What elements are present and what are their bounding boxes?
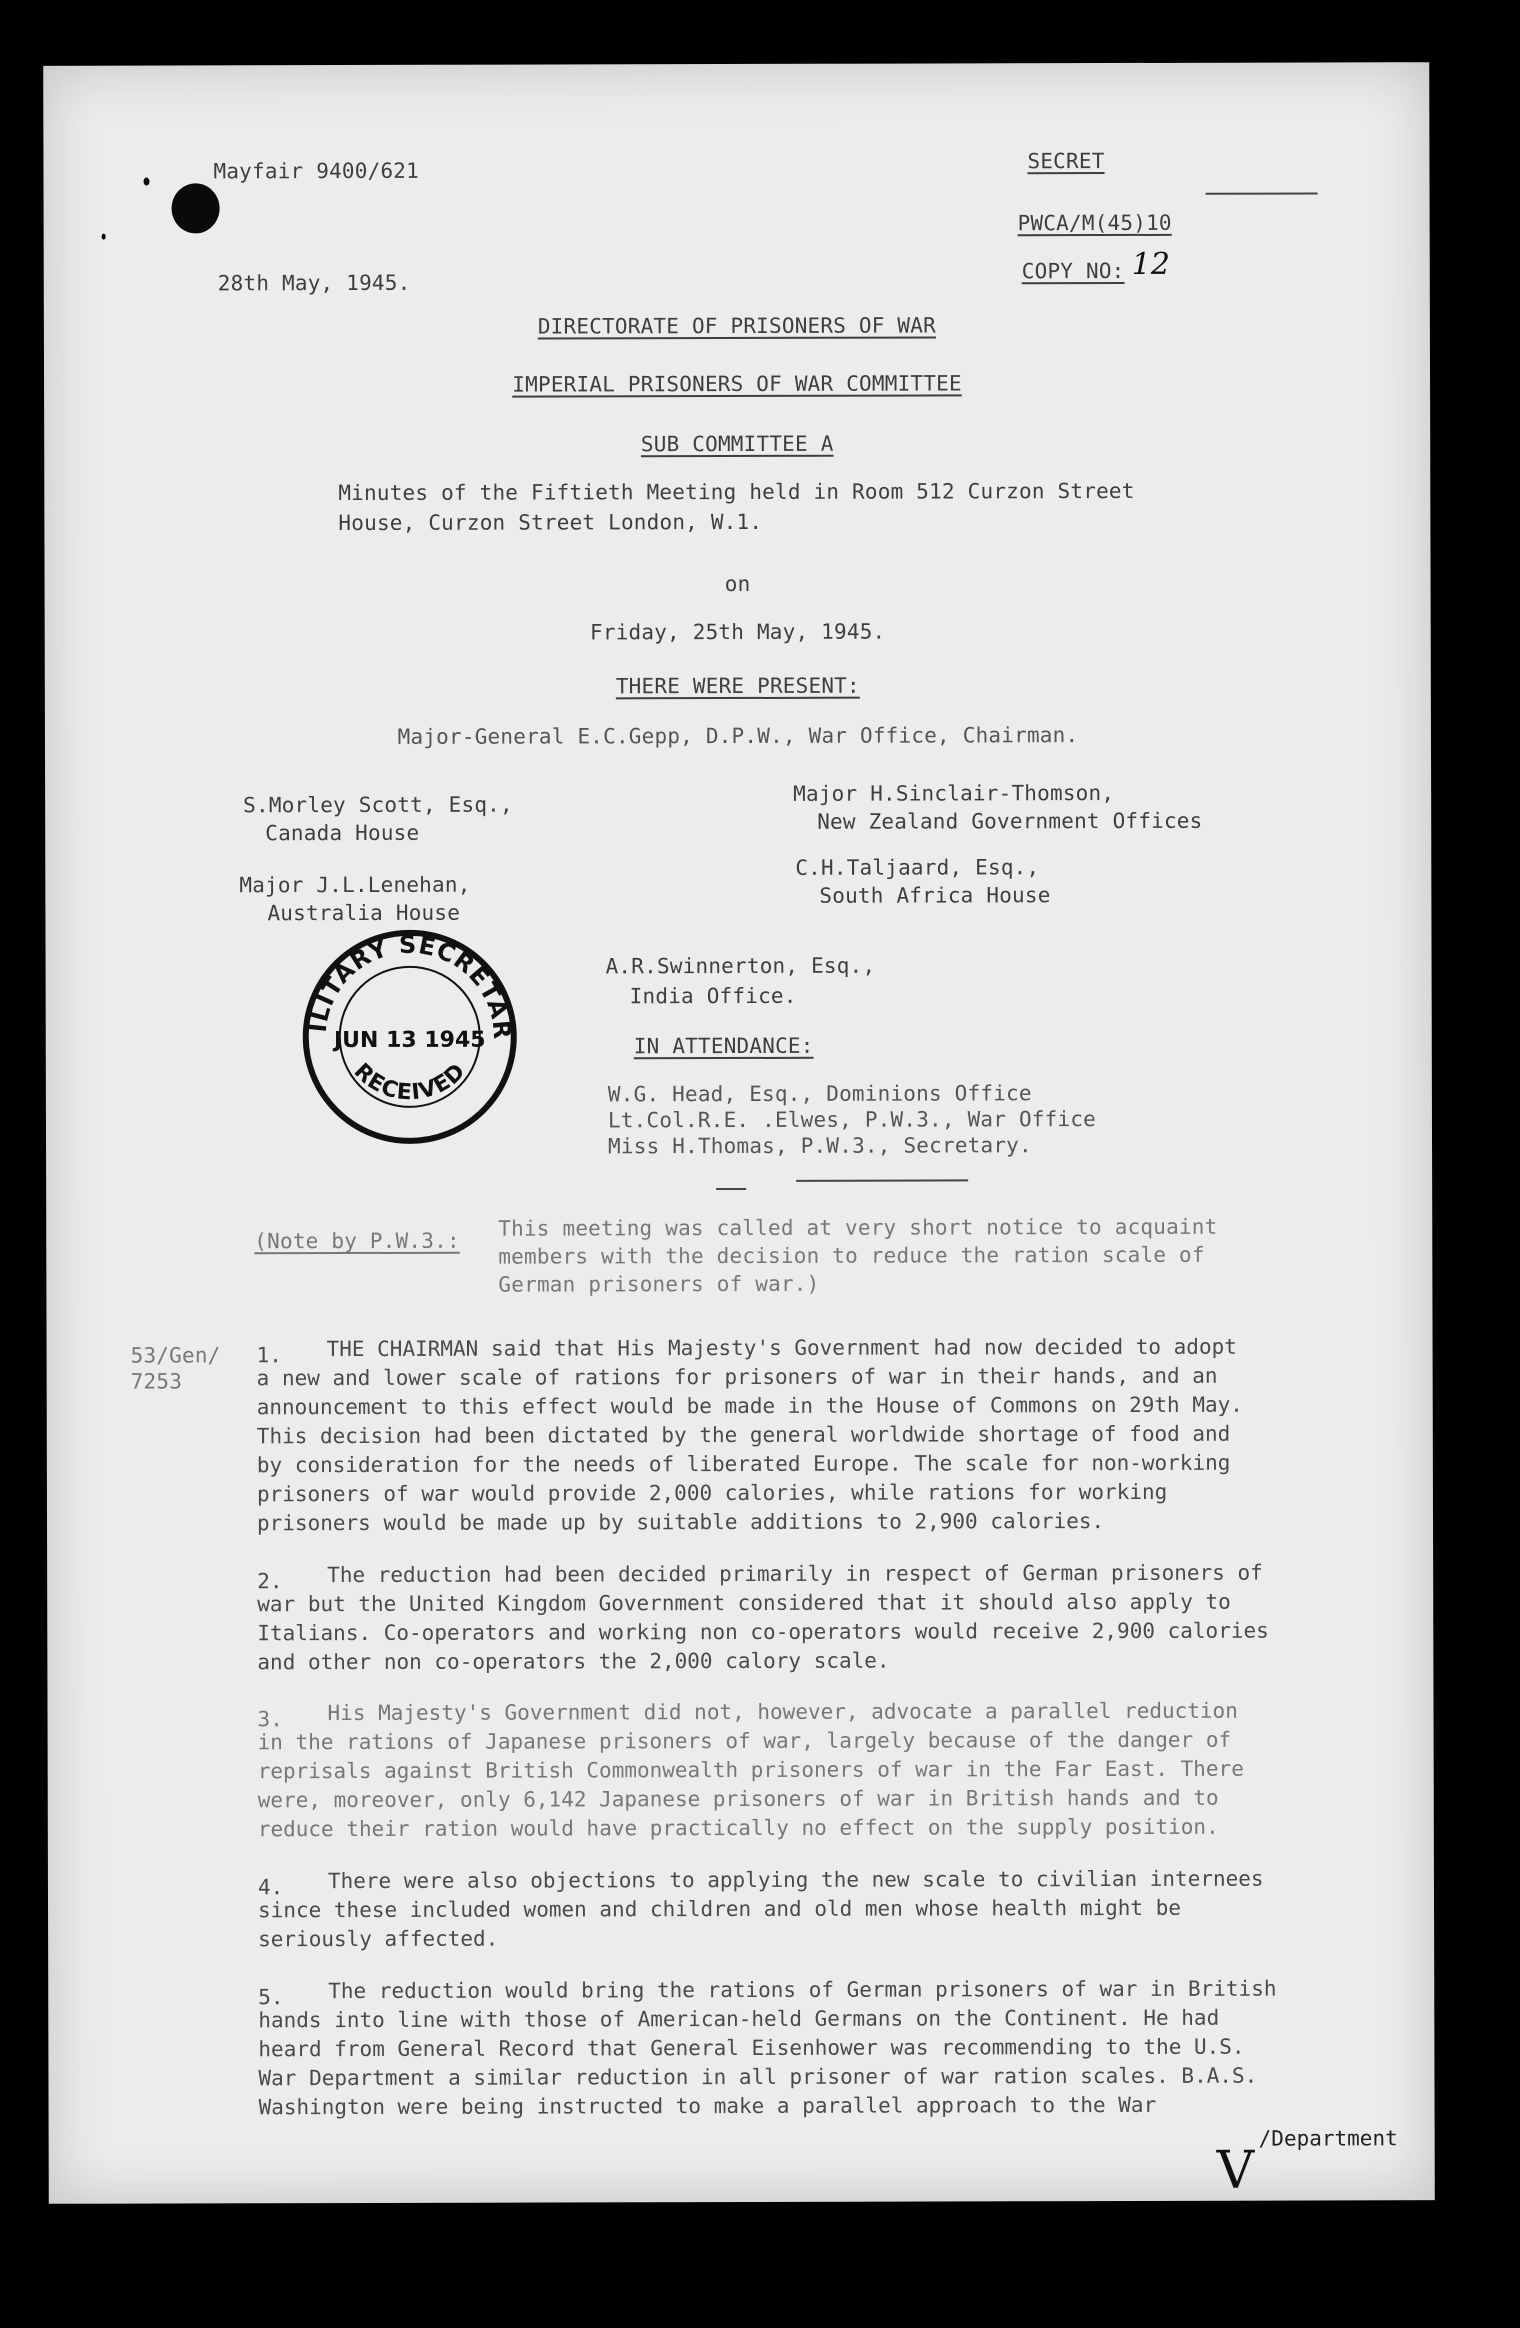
- document-reference: PWCA/M(45)10: [1017, 210, 1172, 236]
- punch-hole: [143, 178, 149, 186]
- meeting-date: Friday, 25th May, 1945.: [589, 619, 886, 645]
- margin-reference: 53/Gen/: [130, 1343, 221, 1368]
- phone-reference: Mayfair 9400/621: [213, 158, 420, 184]
- minutes-line-2: House, Curzon Street London, W.1.: [338, 509, 763, 536]
- separator-rule: [796, 1179, 968, 1181]
- paragraph-line: There were also objections to applying the new scale to civilian internees: [327, 1866, 1264, 1894]
- paragraph-line: Washington were being instructed to make a parallel approach to the War: [258, 2092, 1157, 2120]
- paragraph-number: 1.: [256, 1343, 282, 1368]
- paragraph-line: prisoners of war would provide 2,000 calories, while rations for working: [256, 1479, 1168, 1507]
- title-directorate: DIRECTORATE OF PRISONERS OF WAR: [537, 313, 936, 339]
- copy-number: 12: [1131, 246, 1170, 282]
- chairman-line: Major-General E.C.Gepp, D.P.W., War Office, Chairman.: [397, 723, 1079, 749]
- separator-dash: [716, 1188, 746, 1190]
- minutes-on: on: [724, 571, 751, 597]
- note-label: (Note by P.W.3.:: [254, 1228, 460, 1254]
- note-line: This meeting was called at very short notice to acquaint: [498, 1214, 1218, 1241]
- classification-mark: SECRET: [1027, 149, 1105, 174]
- paragraph-number: 3.: [257, 1707, 283, 1732]
- member-name: Major J.L.Lenehan,: [239, 872, 471, 898]
- paragraph-number: 4.: [257, 1875, 284, 1900]
- paragraph-line: reprisals against British Commonwealth prisoners of war in the Far East. There: [257, 1756, 1244, 1784]
- note-line: members with the decision to reduce the ration scale of: [498, 1242, 1205, 1269]
- paragraph-line: were, moreover, only 6,142 Japanese prisoners of war in British hands and to: [257, 1785, 1219, 1813]
- paragraph-line: Italians. Co-operators and working non co-operators would receive 2,900 calories: [257, 1618, 1269, 1646]
- paragraph-line: war but the United Kingdom Government considered that it should also apply to: [257, 1589, 1231, 1617]
- paragraph-line: a new and lower scale of rations for prisoners of war in their hands, and an: [256, 1363, 1218, 1391]
- member-org: South Africa House: [819, 883, 1051, 908]
- title-subcommittee: SUB COMMITTEE A: [640, 431, 834, 457]
- stamp-bottom-text: RECEIVED: [348, 1058, 471, 1106]
- paragraph-line: The reduction would bring the rations of German prisoners of war in British: [328, 1976, 1277, 2004]
- member-name: A.R.Swinnerton, Esq.,: [605, 953, 876, 979]
- attendance-item: Lt.Col.R.E. .Elwes, P.W.3., War Office: [607, 1107, 1097, 1133]
- paragraph-line: announcement to this effect would be made in the House of Commons on 29th May.: [256, 1392, 1243, 1420]
- classification-rule: [1206, 192, 1318, 194]
- paragraph-line: reduce their ration would have practically no effect on the supply position.: [257, 1814, 1219, 1842]
- member-org: New Zealand Government Offices: [817, 808, 1203, 834]
- paragraph-line: since these included women and children and old men whose health might be: [258, 1895, 1182, 1923]
- paragraph-number: 2.: [257, 1569, 283, 1594]
- stamp-top-text: MILITARY SECRETARY: [303, 930, 517, 1040]
- paragraph-line: War Department a similar reduction in all prisoner of war ration scales. B.A.S.: [258, 2063, 1258, 2091]
- paragraph-line: prisoners would be made up by suitable additions to 2,900 calories.: [256, 1509, 1105, 1536]
- present-heading: THERE WERE PRESENT:: [615, 673, 860, 699]
- member-org: India Office.: [629, 983, 797, 1009]
- member-org: Canada House: [265, 820, 420, 846]
- copy-label: COPY NO:: [1021, 258, 1125, 284]
- catchword: /Department: [1258, 2126, 1398, 2151]
- title-committee: IMPERIAL PRISONERS OF WAR COMMITTEE: [512, 371, 962, 397]
- member-name: C.H.Taljaard, Esq.,: [795, 855, 1040, 880]
- attendance-item: W.G. Head, Esq., Dominions Office: [607, 1081, 1032, 1107]
- punch-hole: [172, 183, 220, 233]
- paragraph-line: by consideration for the needs of liberated Europe. The scale for non-working: [256, 1450, 1231, 1478]
- paragraph-line: seriously affected.: [258, 1926, 499, 1952]
- paragraph-line: in the rations of Japanese prisoners of war, largely because of the danger of: [257, 1727, 1232, 1755]
- military-secretary-stamp: [295, 923, 524, 1152]
- document-page: [43, 62, 1435, 2204]
- paragraph-line: The reduction had been decided primarily in respect of German prisoners of: [327, 1560, 1263, 1588]
- attendance-item: Miss H.Thomas, P.W.3., Secretary.: [608, 1133, 1032, 1159]
- paragraph-line: His Majesty's Government did not, however, advocate a parallel reduction: [327, 1698, 1238, 1726]
- note-line: German prisoners of war.): [498, 1271, 820, 1297]
- attendance-heading: IN ATTENDANCE:: [633, 1033, 814, 1059]
- handwritten-mark: V: [1216, 2140, 1255, 2201]
- punch-hole: [102, 234, 106, 240]
- minutes-line-1: Minutes of the Fiftieth Meeting held in Room 512 Curzon Street: [338, 478, 1135, 506]
- member-name: S.Morley Scott, Esq.,: [243, 792, 513, 818]
- paragraph-line: THE CHAIRMAN said that His Majesty's Government had now decided to adopt: [326, 1334, 1237, 1362]
- paragraph-line: This decision had been dictated by the general worldwide shortage of food and: [256, 1421, 1231, 1449]
- paragraph-line: hands into line with those of American-held Germans on the Continent. He had: [258, 2005, 1220, 2033]
- date-line: 28th May, 1945.: [217, 270, 411, 296]
- paragraph-line: and other non co-operators the 2,000 calory scale.: [257, 1648, 890, 1675]
- stamp-date: JUN 13 1945: [333, 1027, 486, 1054]
- paragraph-number: 5.: [258, 1985, 284, 2010]
- paragraph-line: heard from General Record that General Eisenhower was recommending to the U.S.: [258, 2034, 1245, 2062]
- member-org: Australia House: [267, 900, 461, 926]
- margin-reference: 7253: [130, 1369, 183, 1394]
- member-name: Major H.Sinclair-Thomson,: [793, 781, 1115, 806]
